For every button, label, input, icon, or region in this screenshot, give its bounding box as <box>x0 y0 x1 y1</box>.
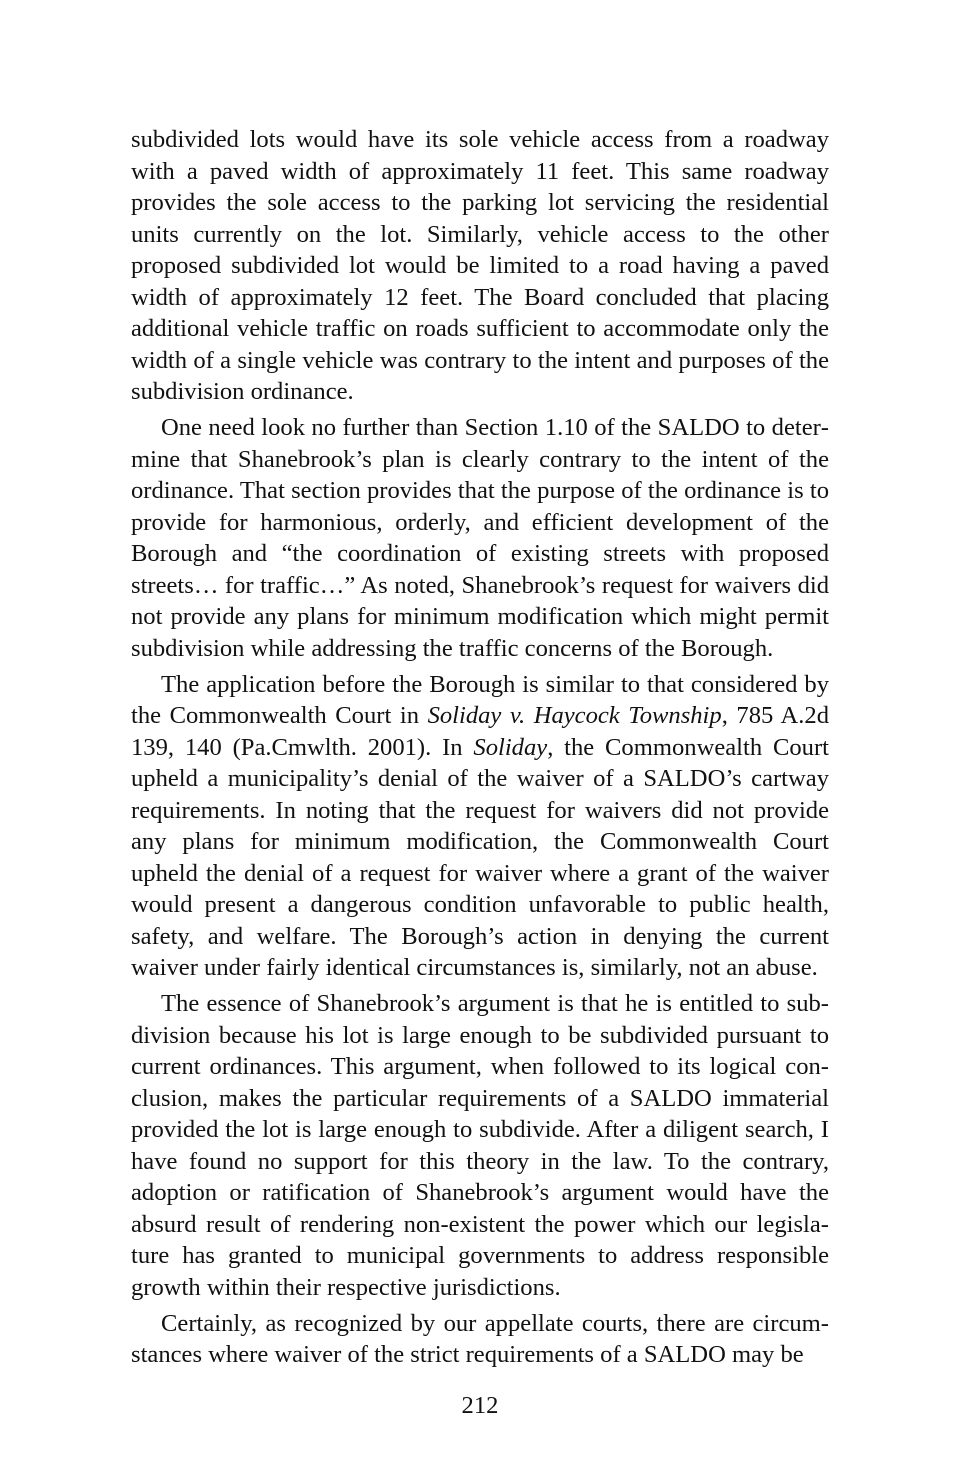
paragraph-3-text-1: The application before the Borough is similar to that considered by the Commonwealth Court in <box>131 670 829 729</box>
case-short-name: Soliday <box>473 733 548 761</box>
paragraph-5: Certainly, as recognized by our appellate courts, there are circumstances where waiver of the strict requirements of a SALDO may be <box>131 1309 829 1368</box>
paragraph-1: subdivided lots would have its sole vehicle access from a roadway with a paved width of approximately 11 feet. This same roadway provides the sole access to the parking lot servicing the residential units currently on the lot. Similarly, vehicle access to the other proposed subdivided lot would be limited to a road having a paved width of approximately 12 feet. The Board concluded that placing additional vehicle traffic on roads sufficient to accommodate only the width of a single vehicle was contrary to the intent and purposes of the subdivision ordinance. <box>131 126 829 405</box>
page-number: 212 <box>461 1392 499 1419</box>
paragraph-2: One need look no further than Section 1.10 of the SALDO to determine that Shanebrook’s plan is clearly contrary to the intent of the ordinance. That section provides that the purpose of the ordinance is to provide for harmonious, orderly, and efficient development of the Borough and “the coordination of existing streets with proposed streets… for traffic…” As noted, Shanebrook’s request for waivers did not provide any plans for minimum modification which might permit subdivision while addressing the traffic concerns of the Borough. <box>131 414 829 662</box>
body-text <box>131 124 829 1375</box>
case-citation: Soliday v. Haycock Township <box>427 702 722 729</box>
paragraph-3-text-3: , the Commonwealth Court upheld a municipality’s denial of the waiver of a SALDO’s cartway requirements. In noting that the request for waivers did not provide any plans for minimum modification, the Commonwealth Court upheld the denial of a request for waiver where a grant of the waiver would present a dangerous condition unfavorable to public health, safety, and welfare. The Borough’s action in denying the current waiver under fairly identical circumstances is, similarly, not an abuse. <box>131 733 829 981</box>
paragraph-3-text-2: , 785 A.2d 139, 140 (Pa.Cmwlth. 2001). In <box>131 702 830 761</box>
paragraph-3 <box>131 669 829 984</box>
paragraph-4: The essence of Shanebrook’s argument is that he is entitled to subdivision because his lot is large enough to be subdivided pursuant to current ordinances. This argument, when followed to its logical conclusion, makes the particular requirements of a SALDO immaterial provided the lot is large enough to subdivide. After a diligent search, I have found no support for this theory in the law. To the contrary, adoption or ratification of Shanebrook’s argument would have the absurd result of rendering non-existent the power which our legislature has granted to municipal governments to address responsible growth within their respective jurisdictions. <box>131 990 829 1301</box>
